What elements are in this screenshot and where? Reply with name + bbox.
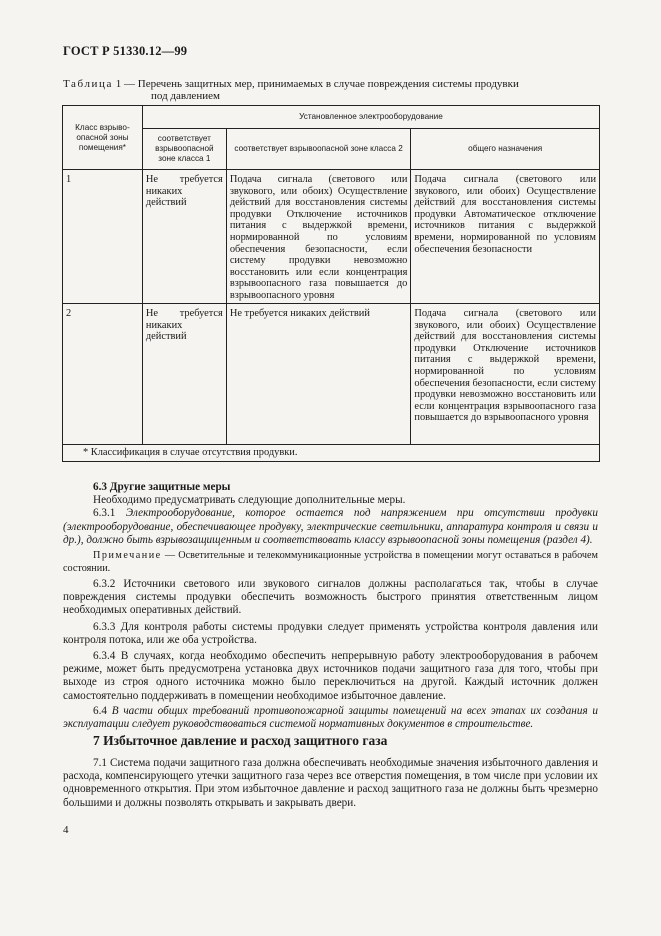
section-7-title: 7 Избыточное давление и расход защитного газа: [93, 733, 388, 748]
document-header: ГОСТ Р 51330.12—99: [63, 44, 188, 58]
zone1-cell: Не требуется никаких действий: [142, 304, 226, 445]
table-subheader-row: [63, 129, 600, 170]
caption-label: Таблица: [63, 78, 113, 90]
protection-measures-table: [62, 105, 600, 462]
paragraph-6-3-4: 6.3.4 В случаях, когда необходимо обеспечить непрерывную работу электрооборудования в рабочем режиме, может быть предусмотрена установка двух источников подачи защитного газа для того, чтобы при выходе из строя одного источника можно было переключиться на другой. Каждый источник должен самостоятельно поддерживать в помещении необходимое избыточное давление.: [63, 650, 598, 702]
paragraph-6-4: [63, 705, 598, 731]
col-zone1-header: соответствует взрывоопасной зоне класса 1: [142, 129, 226, 170]
section-6-3-intro: Необходимо предусматривать следующие дополнительные меры.: [93, 494, 406, 507]
page-number: 4: [63, 824, 69, 836]
group-header: Установленное электрооборудование: [142, 106, 599, 129]
paragraph-7-1: 7.1 Система подачи защитного газа должна обеспечивать необходимые значения избыточного давления и расхода, компенсирующего утечки защитного газа через все отверстия помещения, в том числе при условии их одновременного открытия. При этом избыточное давление и расход защитного газа не должны быть чрезмерно большими и должны позволять открывать и закрывать двери.: [63, 757, 598, 809]
paragraph-6-3-2: 6.3.2 Источники светового или звукового сигналов должны располагаться так, чтобы в случае повреждения системы продувки обеспечить возможность быстрого принятия ответственным лицом необходимых оперативных действий.: [63, 578, 598, 617]
table-row: [63, 170, 600, 304]
note: [63, 550, 598, 575]
table-caption: [63, 78, 603, 102]
zone2-cell: Подача сигнала (светового или звукового, или обоих) Осуществление действий для восстановления системы продувки Отключение источников питания с выдержкой времени, нормированной по условиям обеспечения безопасности, если систему продувки невозможно восстановить или если концентрация взрывоопасного газа повышается до взрывоопасного уровня: [226, 170, 411, 304]
section-6-3: [63, 481, 598, 731]
paragraph-6-3-3: 6.3.3 Для контроля работы системы продувки следует применять устройства контроля давления или контроля потока, или же оба устройства.: [63, 620, 598, 646]
table-row: [63, 304, 600, 445]
general-cell: Подача сигнала (светового или звукового, или обоих) Осуществление действий для восстановления системы продувки Отключение источников питания с выдержкой времени, нормированной по условиям обеспечения безопасности, если систему продувки невозможно восстановить или если концентрация взрывоопасного газа повышается до взрывоопасного уровня: [411, 304, 600, 445]
caption-line1: 1 — Перечень защитных мер, принимаемых в случае повреждения системы продувки: [115, 78, 519, 90]
zone-cell: 2: [63, 304, 143, 445]
table-footnote: * Классификация в случае отсутствия продувки.: [63, 445, 600, 462]
paragraph-6-3-1-text: Электрооборудование, которое остается под напряжением при отсутствии продувки (электрооборудование, обеспечивающее продувку, электрические светильники, аппаратура контроля и связи и др.), должно быть взрывозащищенным и соответствовать классу взрывоопасной зоны помещения (раздел 4).: [63, 507, 598, 546]
paragraph-6-3-1-number: 6.3.1: [93, 507, 116, 520]
caption-line2: под давлением: [151, 90, 220, 102]
col-general-header: общего назначения: [411, 129, 600, 170]
paragraph-6-3-1: [63, 507, 598, 547]
col-zone2-header: соответствует взрывоопасной зоне класса 2: [226, 129, 411, 170]
zone1-cell: Не требуется никаких действий: [142, 170, 226, 304]
zone-cell: 1: [63, 170, 143, 304]
paragraph-6-4-number: 6.4: [93, 704, 107, 717]
table-header-row: [63, 106, 600, 129]
col-class-header: Класс взрыво-опасной зоны помещения*: [63, 106, 143, 170]
section-6-3-title: 6.3 Другие защитные меры: [93, 481, 231, 493]
zone2-cell: Не требуется никаких действий: [226, 304, 411, 445]
paragraph-6-4-text: В части общих требований противопожарной защиты помещений на всех этапах их создания и эксплуатации следует руководствоваться системой нормативных документов в строительстве.: [63, 704, 598, 731]
note-text: — Осветительные и телекоммуникационные устройства в помещении могут оставаться в рабочем состоянии.: [63, 550, 598, 574]
note-label: Примечание: [93, 550, 162, 562]
general-cell: Подача сигнала (светового или звукового, или обоих) Осуществление действий для восстановления системы продувки Автоматическое отключение источников питания с выдержкой времени, нормированной по условиям обеспечения безопасности: [411, 170, 600, 304]
table-footnote-row: [63, 445, 600, 462]
